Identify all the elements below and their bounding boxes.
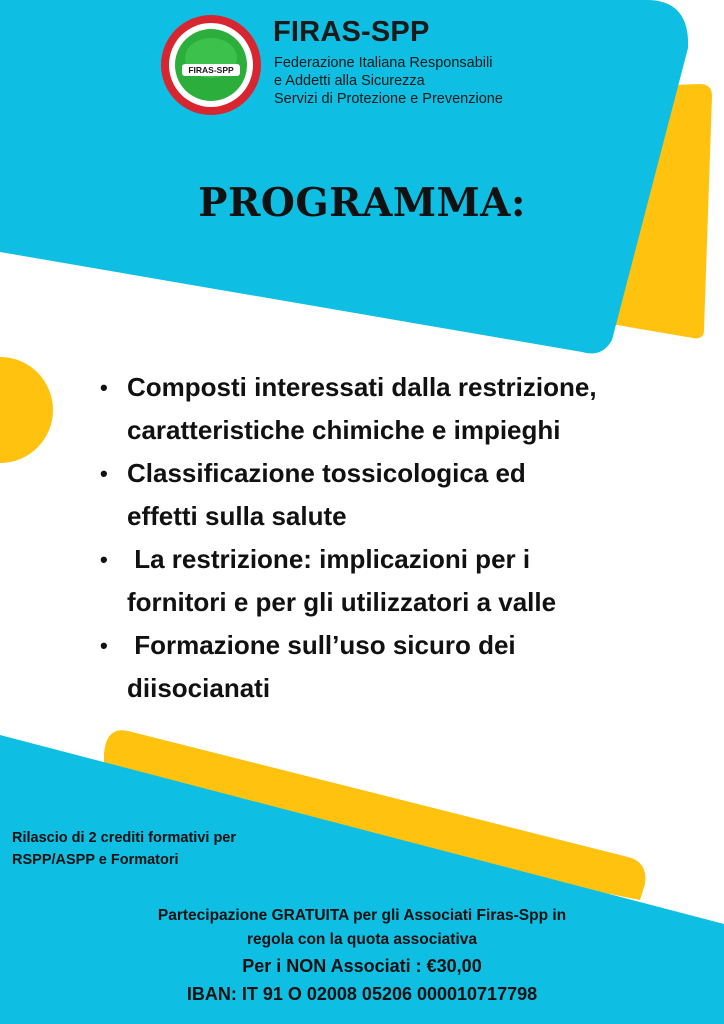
program-item — [100, 366, 710, 452]
program-item — [100, 452, 710, 538]
firas-spp-logo — [160, 14, 262, 116]
participation-line: regola con la quota associativa — [247, 931, 477, 948]
left-yellow-semicircle — [0, 357, 53, 463]
program-item — [100, 624, 710, 710]
credits-line: Rilascio di 2 crediti formativi per — [12, 830, 237, 846]
program-item-line: caratteristiche chimiche e impieghi — [127, 415, 561, 445]
logo-badge-text: FIRAS-SPP — [188, 65, 234, 75]
credits-note — [12, 827, 236, 871]
participation-line: Partecipazione GRATUITA per gli Associati Firas-Spp in — [157, 907, 567, 924]
bullet-icon: • — [100, 375, 108, 400]
non-member-price: Per i NON Associati : €30,00 — [242, 956, 482, 976]
org-description-line: e Addetti alla Sicurezza — [274, 73, 425, 89]
program-title: PROGRAMMA: — [198, 180, 526, 226]
program-item-line: fornitori e per gli utilizzatori a valle — [127, 587, 557, 617]
organization-description — [274, 54, 503, 108]
program-item-line: Composti interessati dalla restrizione, — [127, 372, 597, 402]
organization-name: FIRAS-SPP — [273, 16, 430, 48]
participation-info — [0, 904, 724, 1008]
program-item-line: Formazione sull’uso sicuro dei — [127, 630, 516, 660]
program-item-line: diisocianati — [127, 673, 271, 703]
program-item — [100, 538, 710, 624]
bullet-icon: • — [100, 633, 108, 658]
program-item-line: effetti sulla salute — [127, 501, 347, 531]
iban: IBAN: IT 91 O 02008 05206 000010717798 — [186, 984, 538, 1004]
credits-line: RSPP/ASPP e Formatori — [12, 852, 179, 868]
bullet-icon: • — [100, 461, 108, 486]
program-item-line: Classificazione tossicologica ed — [127, 458, 526, 488]
bullet-icon: • — [100, 547, 108, 572]
program-item-line: La restrizione: implicazioni per i — [127, 544, 531, 574]
program-list — [100, 366, 710, 710]
org-description-line: Servizi di Protezione e Prevenzione — [274, 91, 503, 107]
org-description-line: Federazione Italiana Responsabili — [274, 55, 493, 71]
